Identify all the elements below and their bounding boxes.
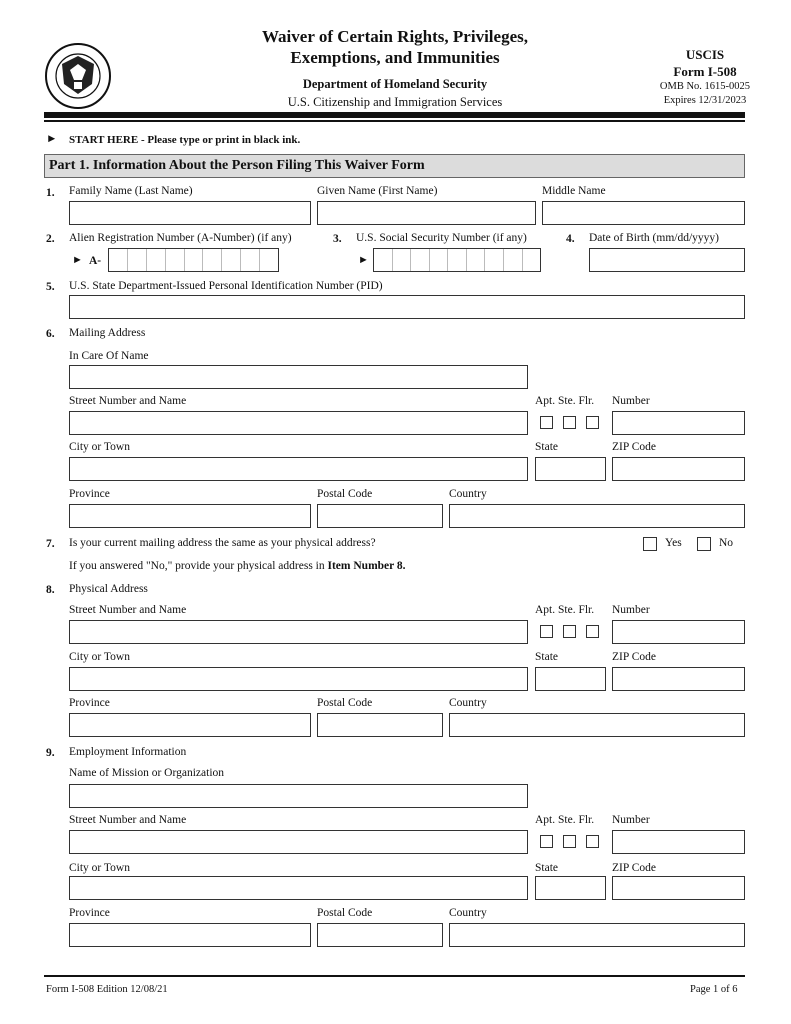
item-2-number: 2. [46, 233, 55, 245]
mailing-flr-checkbox[interactable] [586, 416, 599, 429]
mailing-country-label: Country [449, 488, 487, 500]
mailing-zip-label: ZIP Code [612, 441, 656, 453]
mailing-province-label: Province [69, 488, 110, 500]
physical-zip-label: ZIP Code [612, 651, 656, 663]
care-of-label: In Care Of Name [69, 350, 149, 362]
ssn-label: U.S. Social Security Number (if any) [356, 232, 527, 244]
part1-title: Part 1. Information About the Person Filing This Waiver Form [49, 158, 425, 173]
employment-zip-field[interactable] [612, 876, 745, 900]
employment-apt-label: Apt. Ste. Flr. [535, 814, 595, 826]
pid-label: U.S. State Department-Issued Personal Identification Number (PID) [69, 280, 383, 292]
same-address-question: Is your current mailing address the same as your physical address? [69, 537, 376, 549]
item-8-number: 8. [46, 584, 55, 596]
given-name-label: Given Name (First Name) [317, 185, 438, 197]
employment-city-label: City or Town [69, 862, 130, 874]
mailing-street-field[interactable] [69, 411, 528, 435]
same-address-note-ref: Item Number 8. [327, 560, 406, 572]
a-number-label: Alien Registration Number (A-Number) (if any) [69, 232, 292, 244]
employment-city-field[interactable] [69, 876, 528, 900]
physical-postal-label: Postal Code [317, 697, 373, 709]
omb-number: OMB No. 1615-0025 [659, 81, 751, 92]
employment-street-field[interactable] [69, 830, 528, 854]
physical-zip-field[interactable] [612, 667, 745, 691]
physical-state-select[interactable] [535, 667, 606, 691]
employment-country-label: Country [449, 907, 487, 919]
physical-city-field[interactable] [69, 667, 528, 691]
employment-province-field[interactable] [69, 923, 311, 947]
physical-province-field[interactable] [69, 713, 311, 737]
agency-name: U.S. Citizenship and Immigration Services [287, 95, 503, 109]
agency-abbr: USCIS [685, 47, 725, 62]
employment-ste-checkbox[interactable] [563, 835, 576, 848]
employment-postal-label: Postal Code [317, 907, 373, 919]
header-rule-thin [44, 120, 745, 122]
physical-unit-number-field[interactable] [612, 620, 745, 644]
physical-state-label: State [535, 651, 558, 663]
same-address-yes-checkbox[interactable] [643, 537, 657, 551]
same-address-yes-label: Yes [665, 537, 682, 549]
department-name: Department of Homeland Security [302, 77, 488, 91]
mailing-postal-field[interactable] [317, 504, 443, 528]
employment-unit-number-field[interactable] [612, 830, 745, 854]
physical-country-field[interactable] [449, 713, 745, 737]
employment-state-select[interactable] [535, 876, 606, 900]
physical-street-field[interactable] [69, 620, 528, 644]
same-address-no-label: No [719, 537, 734, 549]
employment-postal-field[interactable] [317, 923, 443, 947]
employment-street-label: Street Number and Name [69, 814, 187, 826]
employment-zip-label: ZIP Code [612, 862, 656, 874]
given-name-field[interactable] [317, 201, 536, 225]
family-name-field[interactable] [69, 201, 311, 225]
mailing-zip-field[interactable] [612, 457, 745, 481]
ssn-field[interactable] [373, 248, 541, 272]
mailing-postal-label: Postal Code [317, 488, 373, 500]
pid-field[interactable] [69, 295, 745, 319]
footer-rule [44, 975, 745, 977]
a-number-arrow: ► [72, 254, 83, 266]
physical-ste-checkbox[interactable] [563, 625, 576, 638]
physical-country-label: Country [449, 697, 487, 709]
middle-name-field[interactable] [542, 201, 745, 225]
mailing-country-field[interactable] [449, 504, 745, 528]
mailing-state-label: State [535, 441, 558, 453]
start-here-arrow: ► [46, 133, 58, 145]
item-3-number: 3. [333, 233, 342, 245]
part1-banner [44, 154, 745, 178]
mailing-city-field[interactable] [69, 457, 528, 481]
physical-postal-field[interactable] [317, 713, 443, 737]
form-title-line2: Exemptions, and Immunities [290, 48, 500, 67]
employment-province-label: Province [69, 907, 110, 919]
mailing-unit-number-label: Number [612, 395, 650, 407]
mailing-province-field[interactable] [69, 504, 311, 528]
mailing-unit-number-field[interactable] [612, 411, 745, 435]
employment-apt-checkbox[interactable] [540, 835, 553, 848]
footer-page-number: Page 1 of 6 [690, 984, 738, 995]
employment-flr-checkbox[interactable] [586, 835, 599, 848]
same-address-note [69, 560, 406, 573]
a-number-field[interactable] [108, 248, 279, 272]
physical-unit-number-label: Number [612, 604, 650, 616]
employment-state-label: State [535, 862, 558, 874]
mailing-apt-label: Apt. Ste. Flr. [535, 395, 595, 407]
mailing-state-select[interactable] [535, 457, 606, 481]
mailing-apt-checkbox[interactable] [540, 416, 553, 429]
physical-street-label: Street Number and Name [69, 604, 187, 616]
employment-country-field[interactable] [449, 923, 745, 947]
employment-label: Employment Information [69, 746, 187, 758]
mailing-city-label: City or Town [69, 441, 130, 453]
a-number-prefix: A- [89, 255, 102, 267]
header-rule [44, 112, 745, 118]
same-address-no-checkbox[interactable] [697, 537, 711, 551]
expiration-date: Expires 12/31/2023 [663, 95, 747, 106]
item-9-number: 9. [46, 747, 55, 759]
item-6-number: 6. [46, 328, 55, 340]
same-address-note-text: If you answered "No," provide your physical address in [69, 560, 328, 572]
mailing-street-label: Street Number and Name [69, 395, 187, 407]
dhs-seal [44, 42, 112, 110]
item-1-number: 1. [46, 187, 55, 199]
item-5-number: 5. [46, 281, 55, 293]
ssn-arrow: ► [358, 254, 369, 266]
item-7-number: 7. [46, 538, 55, 550]
start-here-text: START HERE - Please type or print in black ink. [69, 134, 301, 146]
form-number: Form I-508 [673, 64, 737, 79]
middle-name-label: Middle Name [542, 185, 606, 197]
family-name-label: Family Name (Last Name) [69, 185, 193, 197]
footer-form-edition: Form I-508 Edition 12/08/21 [46, 984, 168, 995]
employment-unit-number-label: Number [612, 814, 650, 826]
dob-field[interactable] [589, 248, 745, 272]
physical-flr-checkbox[interactable] [586, 625, 599, 638]
physical-apt-label: Apt. Ste. Flr. [535, 604, 595, 616]
physical-apt-checkbox[interactable] [540, 625, 553, 638]
organization-field[interactable] [69, 784, 528, 808]
item-4-number: 4. [566, 233, 575, 245]
physical-province-label: Province [69, 697, 110, 709]
organization-label: Name of Mission or Organization [69, 767, 225, 779]
mailing-address-label: Mailing Address [69, 327, 146, 339]
dob-label: Date of Birth (mm/dd/yyyy) [589, 232, 719, 244]
physical-city-label: City or Town [69, 651, 130, 663]
care-of-field[interactable] [69, 365, 528, 389]
physical-address-label: Physical Address [69, 583, 148, 595]
form-title-line1: Waiver of Certain Rights, Privileges, [262, 27, 528, 46]
mailing-ste-checkbox[interactable] [563, 416, 576, 429]
